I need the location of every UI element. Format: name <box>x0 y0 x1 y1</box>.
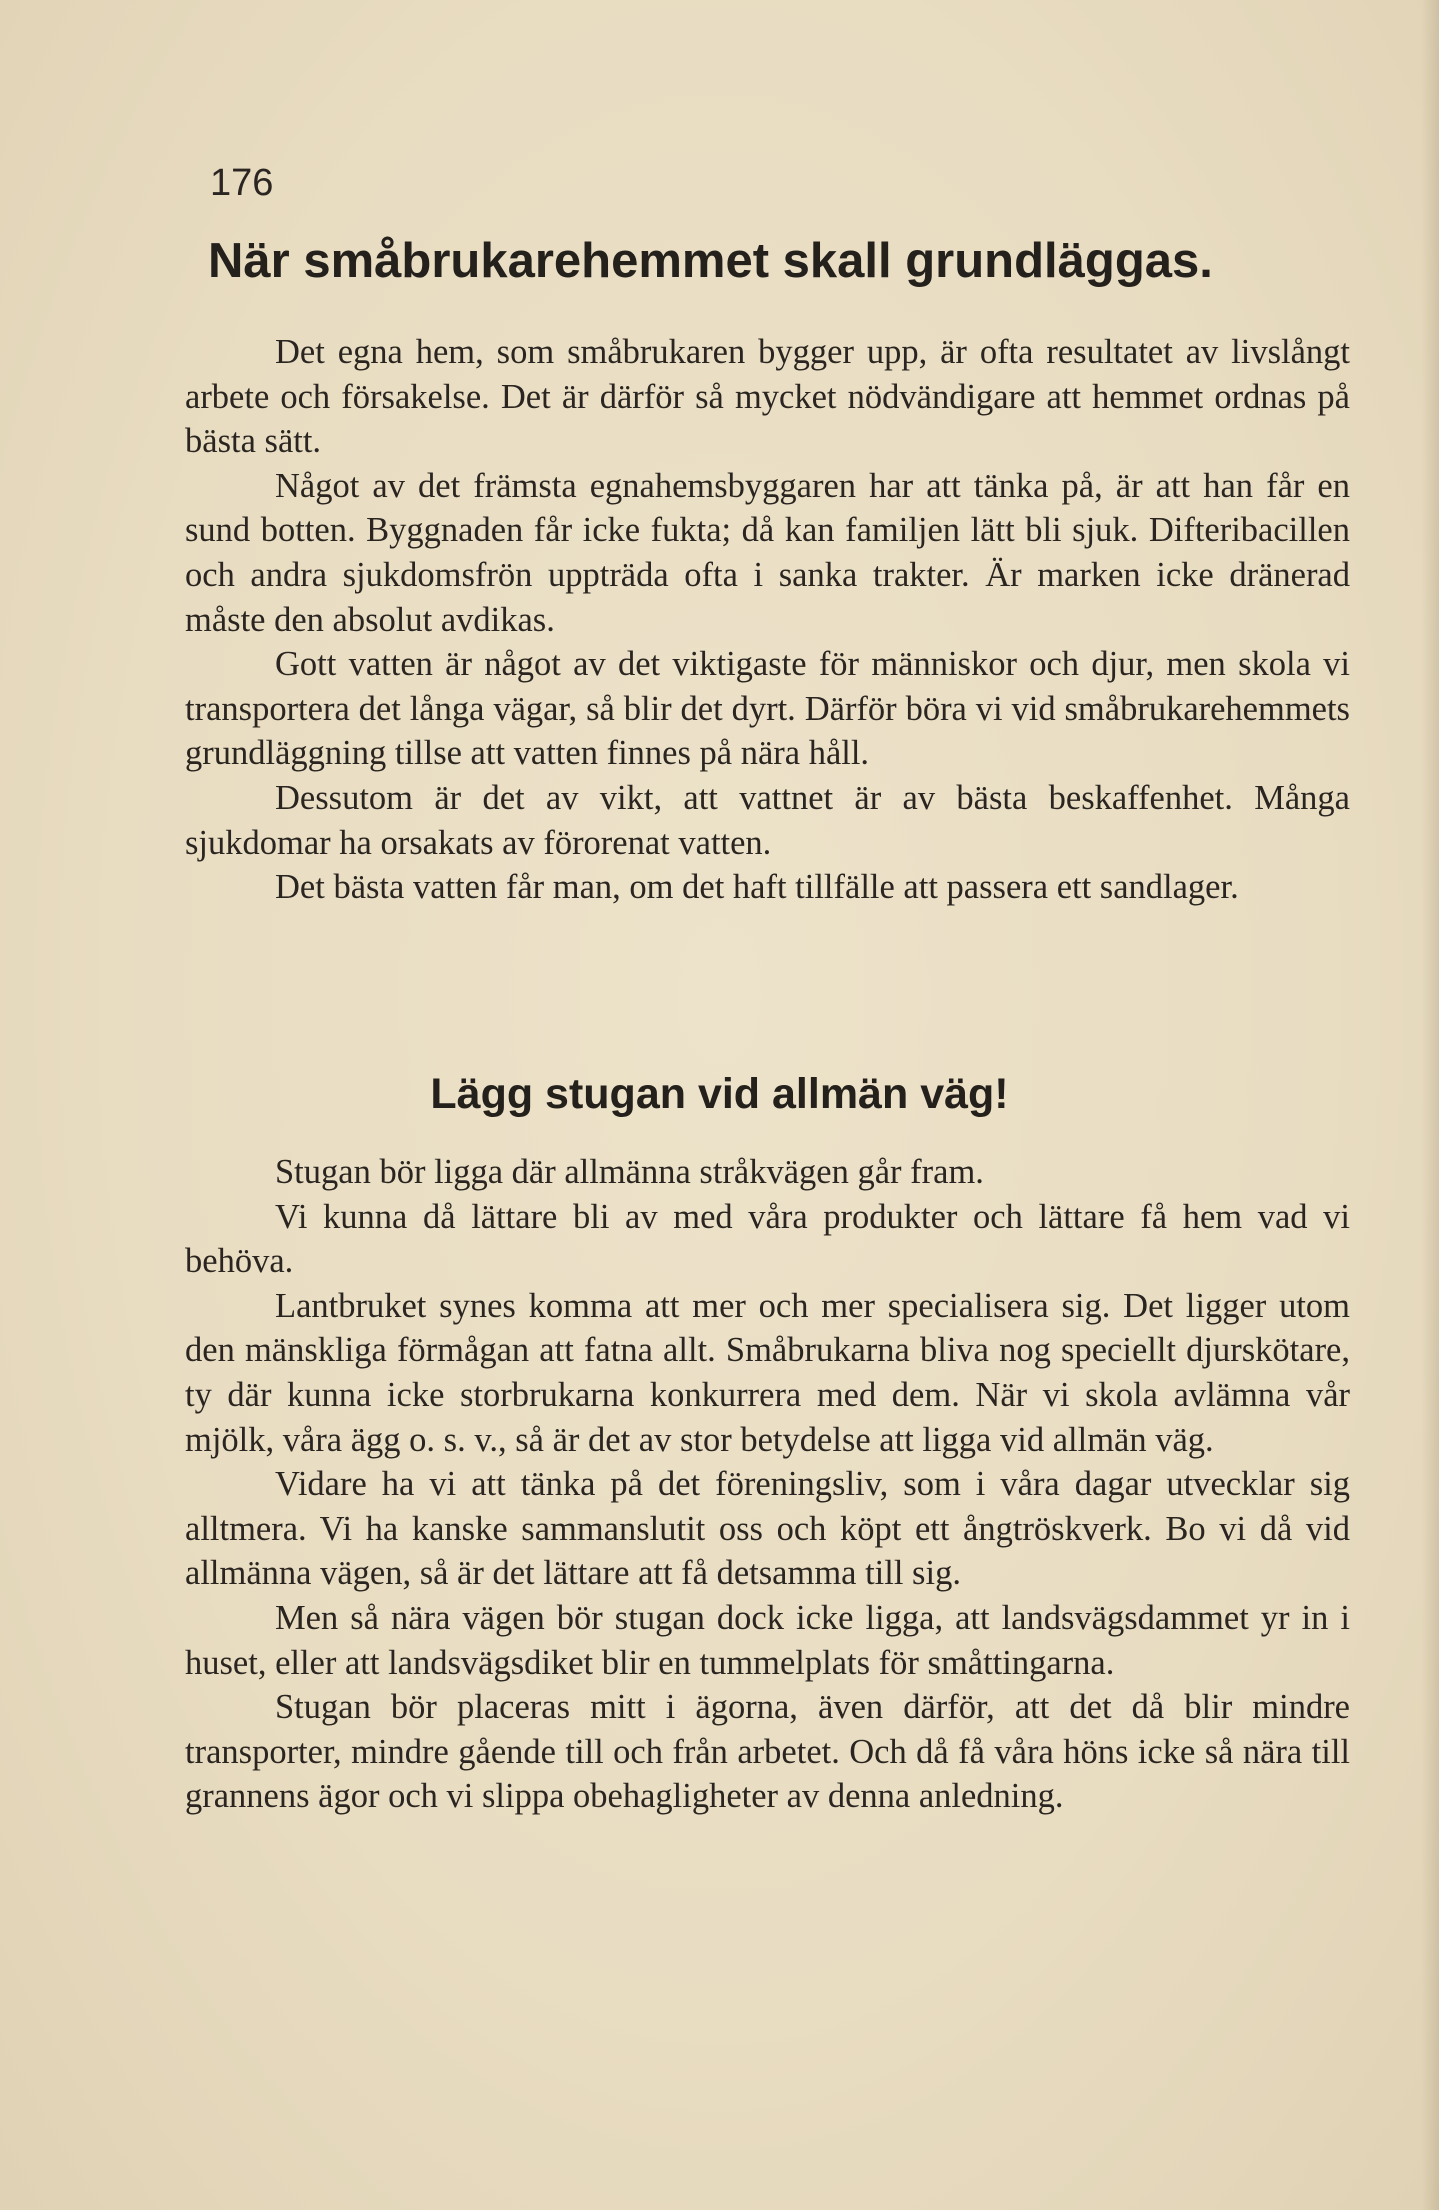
paragraph: Vidare ha vi att tänka på det föreningsliv, som i våra dagar utvecklar sig alltmera. Vi ha kanske sammanslutit oss och köpt ett ångtröskverk. Bo vi då vid allmänna vägen, så är det lättare att få detsamma till sig. <box>185 1465 1350 1593</box>
paragraph: Gott vatten är något av det viktigaste för människor och djur, men skola vi transportera det långa vägar, så blir det dyrt. Därför böra vi vid småbrukarehemmets grundläggning tillse att vatten finnes på nära håll. <box>185 645 1350 773</box>
paragraph: Vi kunna då lättare bli av med våra produkter och lättare få hem vad vi behöva. <box>185 1197 1350 1281</box>
paragraph: Något av det främsta egnahemsbyggaren har att tänka på, är att han får en sund botten. Byggnaden får icke fukta; då kan familjen lätt bli sjuk. Difteribacillen och andra sjukdomsfrön uppträda ofta i sanka trakter. Är marken icke dränerad måste den absolut avdikas. <box>185 466 1350 639</box>
paragraph: Lantbruket synes komma att mer och mer specialisera sig. Det ligger utom den mänskliga förmågan att fatna allt. Småbrukarna bliva nog speciellt djurskötare, ty där kunna icke storbrukarna konkurrera med dem. När vi skola avlämna vår mjölk, våra ägg o. s. v., så är det av stor betydelse att ligga vid allmän väg. <box>185 1286 1350 1459</box>
section-two-text <box>185 1150 1350 1819</box>
section-one-text <box>185 330 1350 910</box>
paragraph: Stugan bör ligga där allmänna stråkvägen går fram. <box>275 1153 984 1191</box>
section-heading: Lägg stugan vid allmän väg! <box>430 1070 1009 1118</box>
paragraph: Men så nära vägen bör stugan dock icke ligga, att landsvägsdammet yr in i huset, eller att landsvägsdiket blir en tummelplats för småttingarna. <box>185 1598 1350 1682</box>
paragraph: Det bästa vatten får man, om det haft tillfälle att passera ett sandlager. <box>275 868 1239 907</box>
paragraph: Stugan bör placeras mitt i ägorna, även därför, att det då blir mindre transporter, mindre gående till och från arbetet. Och då få våra höns icke så nära till grannens ägor och vi slippa obehagligheter av denna anledning. <box>185 1688 1350 1816</box>
paragraph: Dessutom är det av vikt, att vattnet är av bästa beskaffenhet. Många sjukdomar ha orsakats av förorenat vatten. <box>185 778 1350 862</box>
paragraph: Det egna hem, som småbrukaren bygger upp, är ofta resultatet av livslångt arbete och försakelse. Det är därför så mycket nödvändigare att hemmet ordnas på bästa sätt. <box>185 333 1350 461</box>
page-number: 176 <box>210 162 274 204</box>
chapter-heading: När småbrukarehemmet skall grundläggas. <box>208 234 1213 288</box>
page-edge-shadow <box>1421 0 1439 2210</box>
